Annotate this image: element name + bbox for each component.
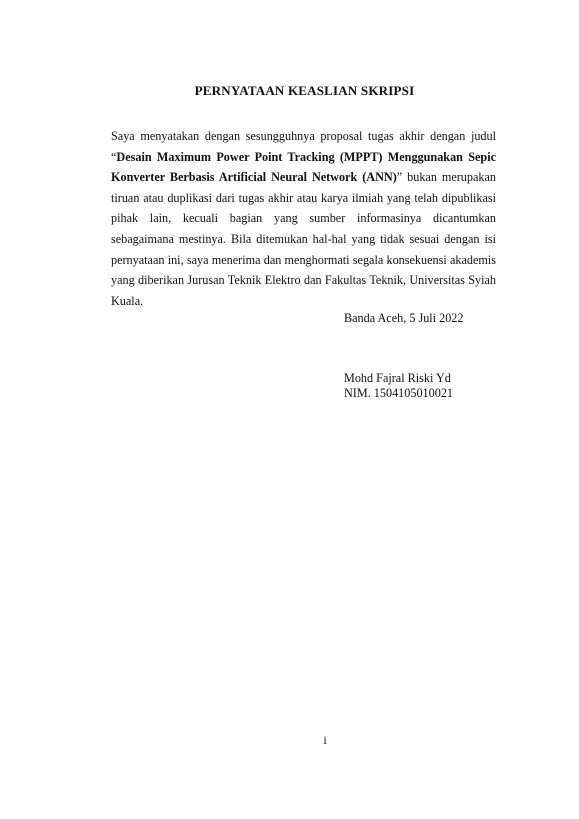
page-title: PERNYATAAN KEASLIAN SKRIPSI <box>194 83 415 98</box>
thesis-title: Desain Maximum Power Point Tracking (MPPT) Menggunakan Sepic Konverter Berbasis Artificial Neural Network (ANN) <box>111 149 496 185</box>
signature-name: Mohd Fajral Riski Yd <box>344 371 451 385</box>
signature-place-date: Banda Aceh, 5 Juli 2022 <box>344 311 464 325</box>
page-number: i <box>323 733 327 747</box>
open-quote: “ <box>111 149 117 164</box>
signature-nim: NIM. 1504105010021 <box>344 386 454 400</box>
statement-intro: Saya menyatakan dengan sesungguhnya proposal tugas akhir dengan judul <box>111 129 496 143</box>
statement-paragraph <box>111 126 496 311</box>
statement-body: bukan merupakan tiruan atau duplikasi dari tugas akhir atau karya ilmiah yang telah dipublikasi pihak lain, kecuali bagian yang sumber informasinya dicantumkan sebagaimana mestinya. Bila ditemukan hal-hal yang tidak sesuai dengan isi pernyataan ini, saya menerima dan menghormati segala konsekuensi akademis yang diberikan Jurusan Teknik Elektro dan Fakultas Teknik, Universitas Syiah Kuala. <box>111 170 496 308</box>
close-quote: ” <box>396 170 403 185</box>
